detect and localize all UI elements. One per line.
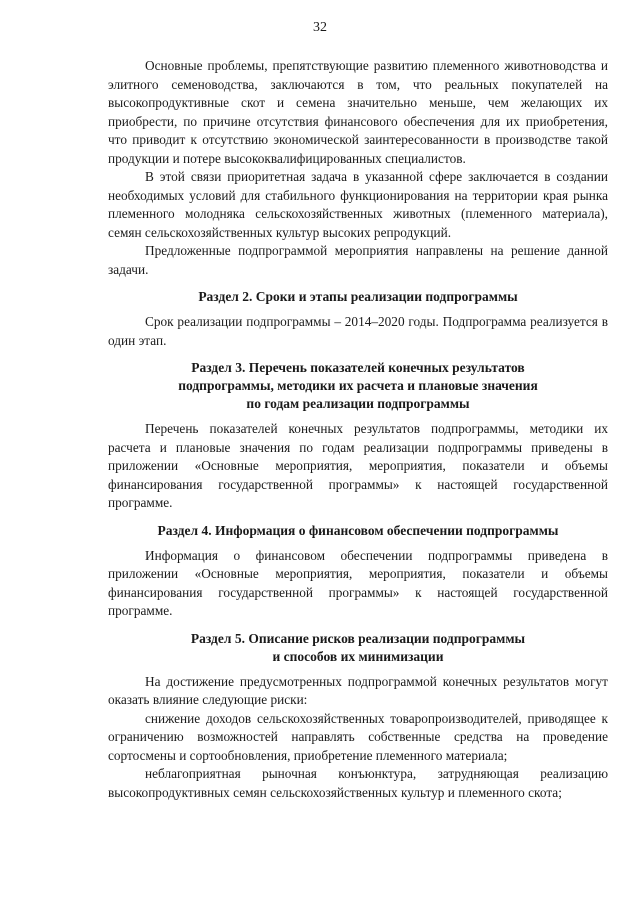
section-4-heading: Раздел 4. Информация о финансовом обеспечении подпрограммы (157, 522, 559, 538)
section-5-heading (108, 630, 608, 666)
intro-paragraph: Основные проблемы, препятствующие развитию племенного животноводства и элитного семеноводства, заключаются в том, что реальных покупателей на высокопродуктивные скот и семена значительно меньше, чем желающих их приобрести, по причине отсутствия финансового обеспечения для их приобретения, что приводит к отсутствию экономической заинтересованности в производстве такой продукции и потере высококвалифицированных специалистов. (108, 58, 608, 166)
risk-item: снижение доходов сельскохозяйственных товаропроизводителей, приводящее к ограничению возможностей направлять собственные средства на проведение сортосмены и сортообновления, приобретение племенного материала; (108, 710, 608, 763)
intro-paragraph: Предложенные подпрограммой мероприятия направлены на решение данной задачи. (108, 243, 608, 277)
section-5-heading-line: Раздел 5. Описание рисков реализации подпрограммы (190, 630, 526, 646)
section-2-paragraph: Срок реализации подпрограммы – 2014–2020 годы. Подпрограмма реализуется в один этап. (108, 314, 608, 348)
section-3-paragraph: Перечень показателей конечных результатов подпрограммы, методики их расчета и плановые значения по годам реализации подпрограммы приведены в приложении «Основные мероприятия, мероприятия, показатели и объемы финансирования государственной программы» к настоящей государственной программе. (108, 421, 608, 510)
section-3-heading-line: по годам реализации подпрограммы (246, 396, 470, 411)
section-5-heading-line: и способов их минимизации (272, 648, 444, 664)
section-2-heading: Раздел 2. Сроки и этапы реализации подпрограммы (198, 289, 518, 304)
section-5-paragraph: На достижение предусмотренных подпрограммой конечных результатов могут оказать влияние следующие риски: (108, 673, 608, 707)
page-number: 32 (313, 20, 327, 35)
section-3-heading-line: подпрограммы, методики их расчета и плановые значения (178, 378, 538, 393)
section-4-paragraph: Информация о финансовом обеспечении подпрограммы приведена в приложении «Основные мероприятия, мероприятия, показатели и объемы финансирования государственной программы» к настоящей государственной программе. (108, 547, 608, 618)
risk-item: неблагоприятная рыночная конъюнктура, затрудняющая реализацию высокопродуктивных семян сельскохозяйственных культур и племенного скота; (108, 766, 608, 800)
intro-paragraph: В этой связи приоритетная задача в указанной сфере заключается в создании необходимых условий для стабильного функционирования на территории края рынка племенного молодняка сельскохозяйственных животных (племенного материала), семян сельскохозяйственных культур высоких репродукций. (108, 169, 608, 240)
page-body (108, 57, 608, 802)
section-3-heading (108, 359, 608, 413)
section-3-heading-line: Раздел 3. Перечень показателей конечных результатов (191, 360, 525, 375)
